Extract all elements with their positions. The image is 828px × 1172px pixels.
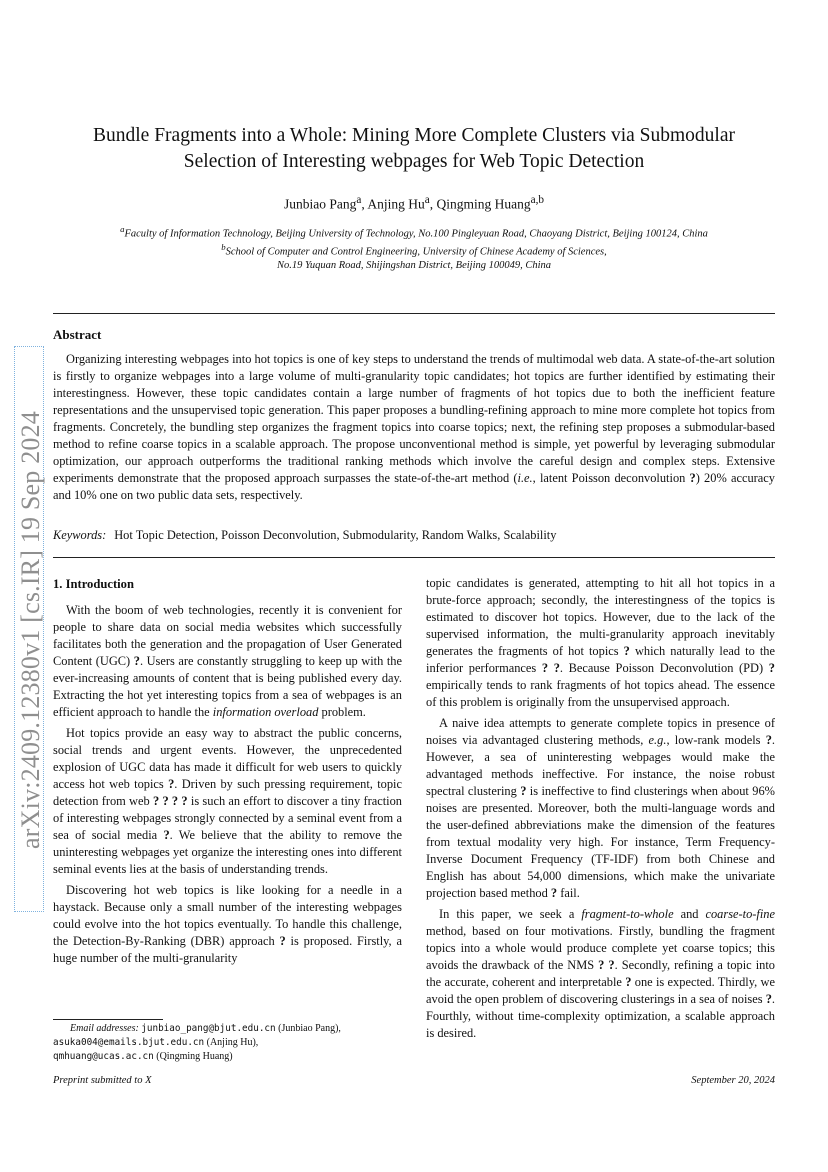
email-link[interactable]: junbiao_pang@bjut.edu.cn [141, 1023, 276, 1034]
abstract-body: Organizing interesting webpages into hot topics is one of key steps to understand the trends of multimodal web data. A state-of-the-art solution is firstly to organize webpages into a large volume of multi-granularity topic candidates; hot topics are further identified by estimating their interestingness. However, these topic candidates contain a large number of fragments of hot topics due to both the inefficient feature representations and the unsupervised topic generation. This paper proposes a bundling-refining approach to mine more complete hot topics from fragments. Concretely, the bundling step organizes the fragment topics into coarse topics; next, the refining step proposes a submodular-based method to refine coarse topics in a scalable approach. The propose unconventional method is simple, yet powerful by leveraging submodular optimization, our approach outperforms the traditional ranking methods which involve the careful design and complex steps. Extensive experiments demonstrate that the proposed approach surpasses the state-of-the-art method (i.e., latent Poisson deconvolution ?) 20% accuracy and 10% one on two public data sets, respectively. [53, 352, 775, 502]
paragraph: Discovering hot web topics is like looking for a needle in a haystack. Because only a small number of the interesting webpages could evolve into the hot topics eventually. To handle this challenge, the Detection-By-Ranking (DBR) approach ? is proposed. Firstly, a huge number of the multi-granularity [53, 883, 402, 965]
citation-link[interactable]: ? [765, 733, 772, 747]
footnote-emails: Email addresses: junbiao_pang@bjut.edu.cn (Junbiao Pang), asuka004@emails.bjut.edu.cn (Anjing Hu), qmhuang@ucas.ac.cn (Qingming Huang) [53, 1023, 341, 1062]
footnote-label: Email addresses: [70, 1023, 139, 1034]
citation-link[interactable]: ? [625, 975, 632, 989]
left-column [53, 575, 402, 971]
arxiv-stamp[interactable] [13, 350, 49, 910]
citation-link[interactable]: ? [133, 654, 140, 668]
top-rule [53, 313, 775, 314]
citation-link[interactable]: ? [689, 471, 696, 485]
keywords [53, 528, 775, 543]
affiliation-line [60, 259, 768, 273]
citation-link[interactable]: ? [520, 784, 527, 798]
citation-link[interactable]: ? [168, 777, 175, 791]
affil-text: No.19 Yuquan Road, Shijingshan District, Beijing 100049, China [276, 260, 552, 271]
citation-link[interactable]: ? [279, 934, 286, 948]
email-link[interactable]: asuka004@emails.bjut.edu.cn [53, 1037, 205, 1048]
paragraph: topic candidates is generated, attempting to hit all hot topics in a brute-force approach; secondly, the interestingness of the topics is estimated to discover hot topics. However, due to the lack of the supervised information, the multi-granularity approach inevitably generates the fragments of hot topics ? which naturally lead to the inferior performances ? ?. Because Poisson Deconvolution (PD) ? empirically tends to rank fragments of hot topics ahead. The essence of this problem is originally from the unsupervised approach. [426, 576, 775, 709]
keywords-list: Hot Topic Detection, Poisson Deconvolution, Submodularity, Random Walks, Scalability [114, 528, 557, 542]
affiliation-line [60, 241, 768, 259]
author-name: Anjing Hu [367, 196, 425, 212]
email-link[interactable]: qmhuang@ucas.ac.cn [53, 1051, 154, 1062]
citation-link[interactable]: ? [765, 992, 772, 1006]
abstract-bottom-rule [53, 557, 775, 558]
citation-link[interactable]: ? [163, 828, 170, 842]
citation-link[interactable]: ? ? ? ? [152, 794, 188, 808]
author-affil-mark: a [424, 194, 430, 206]
affiliations [60, 223, 768, 273]
paragraph: Hot topics provide an easy way to abstract the public concerns, social trends and urgent events. However, the unprecedented explosion of UGC data has made it difficult for web users to quickly access hot web topics ?. Driven by such pressing requirement, topic detection from web ? ? ? ? is such an effort to discover a tiny fraction of interesting webpages strongly connected by a seminal event from a sea of social media ?. We believe that the ability to remove the uninteresting webpages yet organize the interesting ones into different seminal events lies at the basis of understanding trends. [53, 726, 403, 876]
citation-link[interactable]: ? [623, 644, 630, 658]
affil-text: Faculty of Information Technology, Beijing University of Technology, No.100 Pingleyuan Road, Chaoyang District, Beijing 100124, China [124, 228, 708, 240]
affil-mark: b [221, 242, 226, 252]
affil-text: School of Computer and Control Engineering, University of Chinese Academy of Sciences, [225, 246, 607, 258]
paper-title [60, 123, 768, 175]
paragraph: A naive idea attempts to generate complete topics in presence of noises via advantaged clustering methods, e.g., low-rank models ?. However, a sea of uninteresting webpages would make the advantaged methods ineffective. For instance, the noise robust spectral clustering ? is ineffective to find clusterings when about 96% noises are presented. Moreover, both the multi-language words and the user-defined abbreviations make the dimension of the features from textual modality very high. For instance, Term Frequency-Inverse Document Frequency (TF-IDF) from both Chinese and English has about 54,000 dimensions, which make the univariate projection based method ? fail. [426, 716, 776, 900]
arxiv-stamp-text: arXiv:2409.12380v1 [cs.IR] 19 Sep 2024 [16, 411, 45, 849]
paragraph: In this paper, we seek a fragment-to-whole and coarse-to-fine method, based on four motivations. Firstly, bundling the fragment topics into a whole would produce complete yet coarse topics; this avoids the drawback of the NMS ? ?. Secondly, refining a topic into the accurate, coherent and interpretable ? one is expected. Thirdly, we avoid the open problem of discovering clusterings in a sea of noises ?. Fourthly, without time-complexity optimization, a scalable approach is desired. [426, 907, 776, 1040]
citation-link[interactable]: ? [768, 661, 775, 675]
keywords-label: Keywords: [53, 528, 107, 542]
citation-link[interactable]: ? ? [598, 958, 615, 972]
section-heading: 1. Introduction [53, 577, 134, 591]
abstract-heading: Abstract [53, 327, 102, 342]
paragraph: With the boom of web technologies, recently it is convenient for people to share data on social media websites which successfully facilitates both the generation and the propagation of User Generated Content (UGC) ?. Users are constantly struggling to keep up with the ever-increasing amounts of content that is being published every day. Extracting the hot yet interesting topics from a sea of webpages is an efficient approach to handle the information overload problem. [53, 603, 402, 719]
author-affil-mark: a,b [530, 194, 545, 206]
right-column [426, 575, 775, 1046]
footer-date: September 20, 2024 [691, 1075, 775, 1086]
citation-link[interactable]: ? [550, 886, 558, 900]
author-affil-mark: a [356, 194, 362, 206]
footnote-rule [53, 1019, 163, 1020]
author-name: Qingming Huang [436, 196, 531, 212]
title-line-2: Selection of Interesting webpages for Web Topic Detection [183, 151, 645, 172]
citation-link[interactable]: ? ? [541, 661, 560, 675]
affil-mark: a [120, 224, 125, 234]
title-line-1: Bundle Fragments into a Whole: Mining More Complete Clusters via Submodular [93, 125, 735, 146]
author-name: Junbiao Pang [283, 196, 357, 212]
affiliation-line [60, 223, 768, 241]
author-list: Junbiao Pang$^a$, Anjing Hu$^a$, Qingming Huang$^{a,b}$ [283, 194, 545, 212]
footer-preprint-note: Preprint submitted to X [53, 1075, 152, 1086]
